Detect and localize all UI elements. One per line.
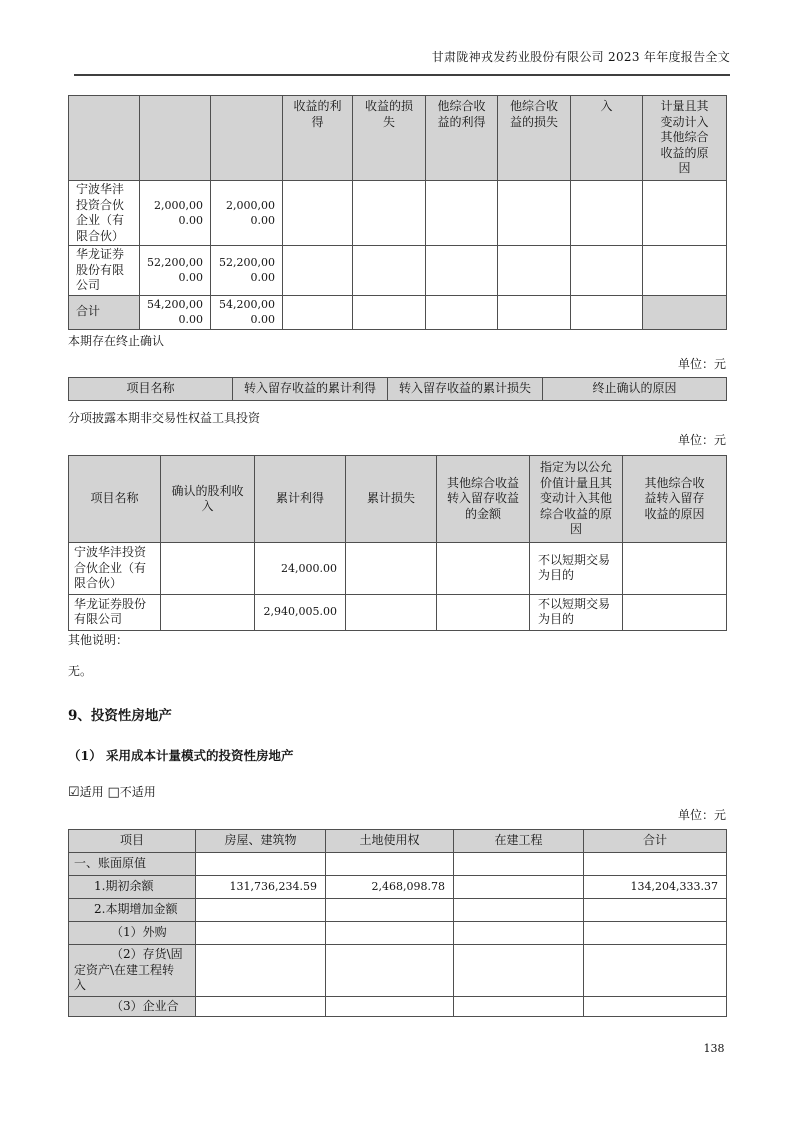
row-label: 宁波华沣投资合伙企业（有限合伙） xyxy=(69,181,140,246)
empty-cell xyxy=(353,246,426,296)
empty-cell xyxy=(454,876,584,899)
empty-cell xyxy=(454,922,584,945)
row-label: （3）企业合 xyxy=(69,996,196,1017)
empty-cell xyxy=(584,922,727,945)
empty-cell xyxy=(326,945,454,997)
col-header-cum-loss-to-retained: 转入留存收益的累计损失 xyxy=(388,378,543,401)
empty-cell xyxy=(623,543,727,595)
row-label: 2.本期增加金额 xyxy=(69,899,196,922)
empty-cell xyxy=(623,594,727,630)
empty-cell xyxy=(353,295,426,329)
investment-property-table xyxy=(68,829,727,1017)
col-header-reason: 计量且其变动计入其他综合收益的原因 xyxy=(643,96,727,181)
designation-reason-cell: 不以短期交易为目的 xyxy=(530,594,623,630)
col-header-dividend: 确认的股利收入 xyxy=(161,456,255,543)
empty-cell xyxy=(161,594,255,630)
empty-cell xyxy=(584,945,727,997)
empty-cell xyxy=(498,246,571,296)
col-header-item-name: 项目名称 xyxy=(69,456,161,543)
empty-cell xyxy=(571,295,643,329)
col-header-item-name: 项目名称 xyxy=(69,378,233,401)
derecognition-table-header-row xyxy=(69,378,727,401)
non-trading-table-header-row xyxy=(69,456,727,543)
row-label: 华龙证券股份有限公司 xyxy=(69,594,161,630)
other-notes-label: 其他说明： xyxy=(68,633,129,647)
empty-cell xyxy=(326,922,454,945)
empty-cell xyxy=(326,853,454,876)
value-cell: 24,000.00 xyxy=(255,543,346,595)
table-row xyxy=(69,853,727,876)
row-label: （2）存货\固定资产\在建工程转入 xyxy=(69,945,196,997)
empty-cell xyxy=(643,295,727,329)
derecognition-table xyxy=(68,377,727,401)
empty-cell xyxy=(196,922,326,945)
value-cell: 2,000,000.00 xyxy=(140,181,211,246)
empty-cell xyxy=(196,996,326,1017)
not-applicable-label: 不适用 xyxy=(119,785,156,799)
applicability-line xyxy=(68,783,726,800)
col-header-transfer: 入 xyxy=(571,96,643,181)
col-header-loss: 收益的损失 xyxy=(353,96,426,181)
empty-cell xyxy=(643,181,727,246)
value-cell: 52,200,000.00 xyxy=(140,246,211,296)
oci-table-header-row xyxy=(69,96,727,181)
empty-cell xyxy=(346,543,437,595)
applicable-checkbox-checked-icon: ☑ xyxy=(68,785,80,800)
col-header-cum-gain-to-retained: 转入留存收益的累计利得 xyxy=(233,378,388,401)
col-header-oci-to-retained: 其他综合收益转入留存收益的金额 xyxy=(437,456,530,543)
empty-cell xyxy=(454,853,584,876)
empty-cell xyxy=(196,899,326,922)
col-header-designation-reason: 指定为以公允价值计量且其变动计入其他综合收益的原因 xyxy=(530,456,623,543)
col-header-derecognition-reason: 终止确认的原因 xyxy=(543,378,727,401)
empty-cell xyxy=(346,594,437,630)
empty-cell xyxy=(437,543,530,595)
col-header-item: 项目 xyxy=(69,830,196,853)
value-cell: 54,200,000.00 xyxy=(140,295,211,329)
empty-cell xyxy=(283,246,353,296)
row-label: 华龙证券股份有限公司 xyxy=(69,246,140,296)
value-cell: 2,940,005.00 xyxy=(255,594,346,630)
unit-label: 单位：元 xyxy=(677,433,726,447)
oci-investment-table xyxy=(68,95,727,330)
empty-cell xyxy=(283,295,353,329)
itemized-disclosure-note: 分项披露本期非交易性权益工具投资 xyxy=(68,411,261,425)
value-cell: 134,204,333.37 xyxy=(584,876,727,899)
row-label: 一、账面原值 xyxy=(69,853,196,876)
empty-cell xyxy=(643,246,727,296)
unit-label: 单位：元 xyxy=(677,357,726,371)
empty-cell xyxy=(571,246,643,296)
col-header-empty xyxy=(211,96,283,181)
empty-cell xyxy=(498,295,571,329)
table-row xyxy=(69,899,727,922)
col-header-construction: 在建工程 xyxy=(454,830,584,853)
col-header-cum-loss: 累计损失 xyxy=(346,456,437,543)
empty-cell xyxy=(196,853,326,876)
empty-cell xyxy=(283,181,353,246)
value-cell: 54,200,000.00 xyxy=(211,295,283,329)
table-total-row xyxy=(69,295,727,329)
row-label-total: 合计 xyxy=(69,295,140,329)
empty-cell xyxy=(584,853,727,876)
row-label: 宁波华沣投资合伙企业（有限合伙） xyxy=(69,543,161,595)
section-9-1-heading: （1） 采用成本计量模式的投资性房地产 xyxy=(68,748,294,763)
investment-property-header-row xyxy=(69,830,727,853)
designation-reason-cell: 不以短期交易为目的 xyxy=(530,543,623,595)
value-cell: 131,736,234.59 xyxy=(196,876,326,899)
empty-cell xyxy=(161,543,255,595)
table-row xyxy=(69,181,727,246)
col-header-oci-gain: 他综合收益的利得 xyxy=(426,96,498,181)
col-header-empty xyxy=(69,96,140,181)
value-cell: 2,468,098.78 xyxy=(326,876,454,899)
other-notes-value: 无。 xyxy=(68,664,93,678)
empty-cell xyxy=(498,181,571,246)
empty-cell xyxy=(584,899,727,922)
col-header-empty xyxy=(140,96,211,181)
empty-cell xyxy=(426,181,498,246)
col-header-transfer-reason: 其他综合收益转入留存收益的原因 xyxy=(623,456,727,543)
section-9-heading: 9、投资性房地产 xyxy=(68,708,172,724)
table-row xyxy=(69,876,727,899)
table-row xyxy=(69,996,727,1017)
empty-cell xyxy=(353,181,426,246)
applicable-label: 适用 xyxy=(79,785,104,799)
empty-cell xyxy=(196,945,326,997)
row-label: （1）外购 xyxy=(69,922,196,945)
value-cell: 52,200,000.00 xyxy=(211,246,283,296)
table-row xyxy=(69,246,727,296)
empty-cell xyxy=(454,899,584,922)
page-header-title: 甘肃陇神戎发药业股份有限公司 2023 年年度报告全文 xyxy=(431,50,730,64)
header-rule xyxy=(74,74,730,76)
col-header-gain: 收益的利得 xyxy=(283,96,353,181)
empty-cell xyxy=(571,181,643,246)
empty-cell xyxy=(584,996,727,1017)
empty-cell xyxy=(437,594,530,630)
not-applicable-checkbox-icon: □ xyxy=(107,785,120,800)
col-header-buildings: 房屋、建筑物 xyxy=(196,830,326,853)
empty-cell xyxy=(426,246,498,296)
value-cell: 2,000,000.00 xyxy=(211,181,283,246)
empty-cell xyxy=(454,996,584,1017)
table-row xyxy=(69,543,727,595)
empty-cell xyxy=(326,899,454,922)
col-header-total: 合计 xyxy=(584,830,727,853)
col-header-oci-loss: 他综合收益的损失 xyxy=(498,96,571,181)
empty-cell xyxy=(326,996,454,1017)
col-header-land-use-rights: 土地使用权 xyxy=(326,830,454,853)
empty-cell xyxy=(426,295,498,329)
table-row xyxy=(69,945,727,997)
non-trading-equity-table xyxy=(68,455,727,631)
table-row xyxy=(69,594,727,630)
empty-cell xyxy=(454,945,584,997)
unit-label: 单位：元 xyxy=(677,808,726,822)
table-row xyxy=(69,922,727,945)
col-header-cum-gain: 累计利得 xyxy=(255,456,346,543)
page-number: 138 xyxy=(703,1042,725,1055)
derecognition-note: 本期存在终止确认 xyxy=(68,334,165,348)
row-label: 1.期初余额 xyxy=(69,876,196,899)
